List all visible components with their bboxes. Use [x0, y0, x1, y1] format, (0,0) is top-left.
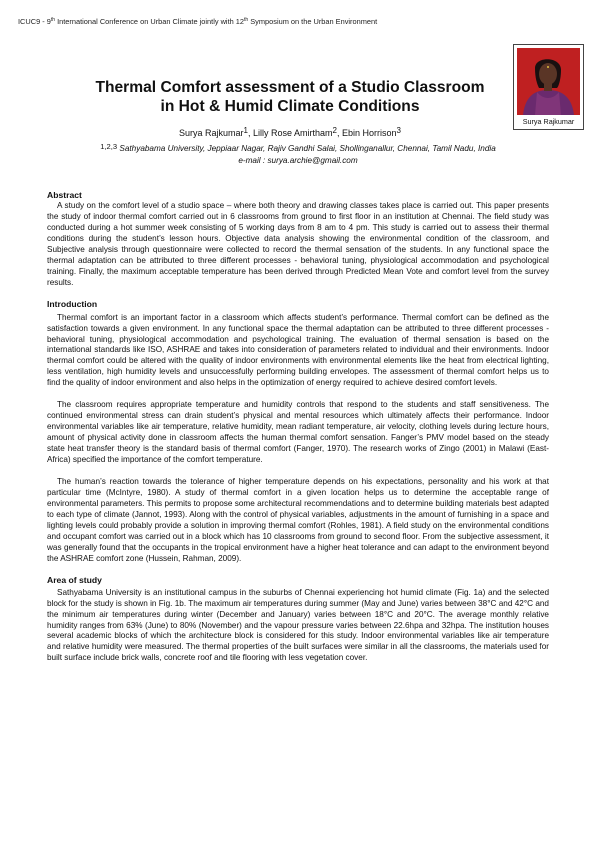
author-email: e-mail : surya.archie@gmail.com: [238, 156, 358, 165]
author-affiliation-mark: 2: [332, 126, 337, 135]
running-header: [18, 17, 578, 26]
area-of-study-paragraph: Sathyabama University is an institutional campus in the suburbs of Chennai experiencing hot humid climate (Fig. 1a) and the selected block for the study is shown in Fig. 1b. The maximum air temperatures during summer (May and June) varies between 38°C and 42°C and the minimum air temperatures during winter (December and January) varies between 18°C and 20°C. The average monthly relative humidity ranges from 63% (June) to 80% (November) and the vapour pressure varies between 22.6hpa and 32hpa. The institution houses several academic blocks of which the architecture block is considered for this study. Indoor environmental variables like air temperature and relative humidity were measured. The thermal properties of the built surfaces were similar in all the classrooms, the materials used for built surface include brick walls, concrete roof and tile flooring with less vegetation cover.: [47, 587, 549, 663]
author-affiliation-mark: 3: [396, 126, 401, 135]
author-name: , Ebin Horrison: [336, 128, 397, 138]
author-affiliation-mark: 1: [243, 126, 248, 135]
author-name: Surya Rajkumar: [179, 128, 244, 138]
affiliation: [18, 143, 578, 155]
area-of-study-heading: Area of study: [47, 574, 102, 585]
title-line-1: Thermal Comfort assessment of a Studio Classroom: [95, 79, 485, 96]
introduction-paragraph: The classroom requires appropriate temperature and humidity controls that respond to the students and staff sensitiveness. The continued environmental stress can drain student’s physical and mental resources which ultimately affects their performance. Indoor environmental variables like air temperature, relative humidity, mean radiant temperature, air velocity, clothing levels during lecture hours, amount of physical activity done in classroom affects the human thermal comfort sensation. Fanger’s PMV model based on the steady state heat transfer theory is the standard basis of thermal comfort (Fanger, 1970). The research works of Zingo (2001) in Malawi (East-Africa) specified the importance of the comfort temperature.: [47, 400, 549, 465]
introduction-paragraph: Thermal comfort is an important factor in a classroom which affects student’s performance. Thermal comfort can be defined as the satisfaction towards a given environment. In any functional space the thermal adaptation can be attributed to three different processes - behavioral tuning, physiological accommodation and psychological training. The evaluation of thermal sensation is based on the international standards like ISO, ASHRAE and takes into consideration of parameters related to individual and their environments. Indoor thermal comfort could be altered with the quality of indoor environments with environmental elements like the heat from electrical lighting, less ventilation, high humidity levels and unsuccessfully performing building envelopes. The assessment of thermal comfort helps us to find the quality of indoor environment and also helps in the optimization of energy required to achieve desired comfort levels.: [47, 312, 549, 388]
paper-title: [40, 79, 540, 116]
author-photo-caption: Surya Rajkumar: [522, 117, 575, 126]
author-list: [40, 127, 540, 139]
affiliation-text: Sathyabama University, Jeppiaar Nagar, Rajiv Gandhi Salai, Shollinganallur, Chennai, Tamil Nadu, India: [117, 144, 496, 153]
header-superscript: th: [50, 17, 56, 23]
header-text: International Conference on Urban Climate jointly with 12: [55, 17, 245, 26]
affiliation-mark: 1,2,3: [100, 142, 118, 151]
header-text: ICUC9 - 9: [18, 17, 51, 26]
abstract-paragraph: A study on the comfort level of a studio space – where both theory and drawing classes takes place is carried out. This paper presents the study of indoor thermal comfort carried out in 6 classrooms from ground to first floor in an institution at Chennai. The field study was conducted during a hot summer week consisting of 5 working days from 8 am to 4 pm. This study is carried out to assess their thermal conditions during the student’s lesson hours. Objective data analysis showing the environmental condition of the classroom, and Subjective analysis through questionnaire were collected to record the thermal sensation of the students. In any functional space the thermal adaptation can be attributed to three different processes - behavioral tuning, physiological accommodation and psychological training. Finally, the maximum acceptable temperature has been derived through Predicted Mean Vote and comfort level from the survey results.: [47, 201, 549, 287]
author-name: , Lilly Rose Amirtham: [248, 128, 333, 138]
introduction-heading: Introduction: [47, 298, 98, 309]
introduction-paragraph: The human’s reaction towards the tolerance of higher temperature depends on his expectations, personality and his work at that particular time (McIntyre, 1980). A study of thermal comfort in a given location helps us to determine the acceptable range of environmental parameters. This permits to propose some architectural recommendations and to determine building materials best adapted to each type of climate (Jannot, 1993). Along with the control of physical variables, adjustments in the amount of furnishing in a space and lighting levels could probably provide a solution in improving thermal comfort (Rohles, 1981). A field study on the environmental conditions and occupant comfort was carried out in a block which has 10 classrooms from ground to second floor. From the subjective assessment, it was generally found that the occupants in the tropical environment have a higher heat tolerance and can adapt to the environment beyond the ASHRAE comfort zone (Hussein, Rahman, 2009).: [47, 477, 549, 563]
abstract-heading: Abstract: [47, 190, 82, 200]
paper-body: [47, 190, 549, 664]
header-text: Symposium on the Urban Environment: [248, 17, 378, 26]
header-superscript: th: [244, 17, 249, 23]
title-line-2: in Hot & Humid Climate Conditions: [160, 97, 420, 115]
